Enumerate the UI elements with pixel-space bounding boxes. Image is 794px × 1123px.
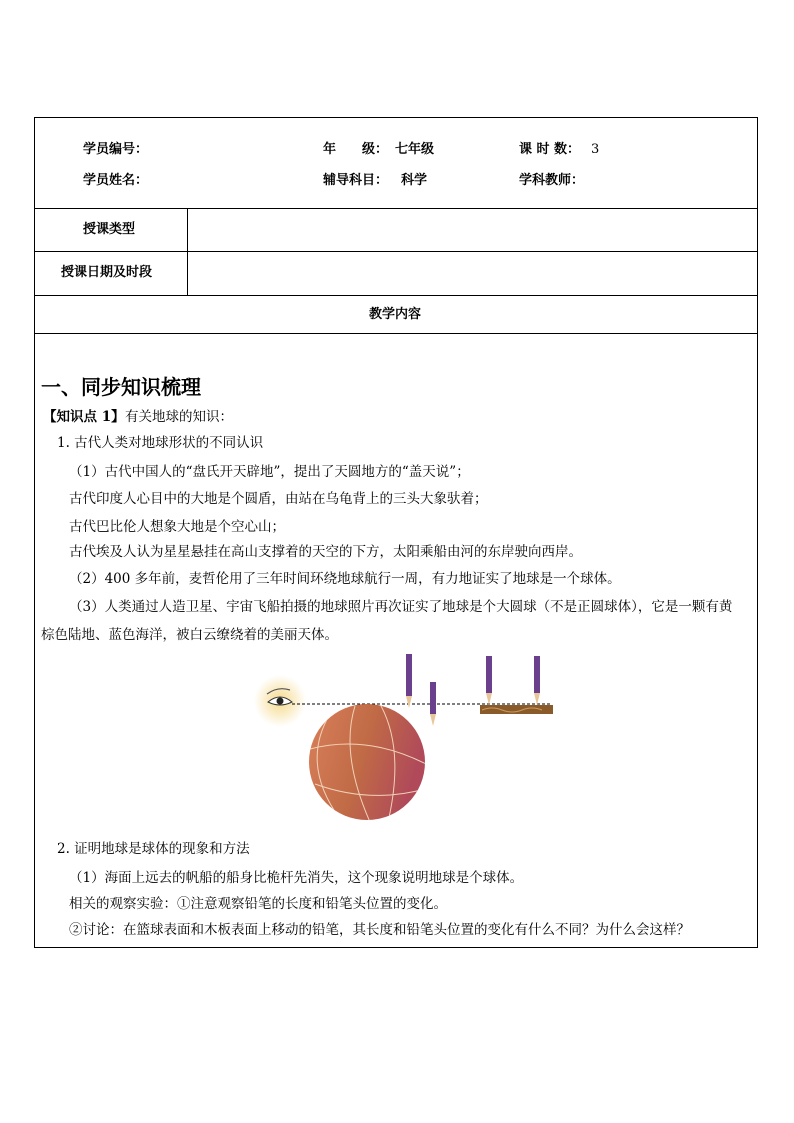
item1-paragraph: 古代埃及人认为星星悬挂在高山支撑着的天空的下方，太阳乘船由河的东岸驶向西岸。: [69, 544, 582, 560]
item2-paragraph: （1）海面上远去的帆船的船身比桅杆先消失，这个现象说明地球是个球体。: [69, 870, 524, 886]
item1-paragraph: 棕色陆地、蓝色海洋，被白云缭绕着的美丽天体。: [41, 627, 338, 643]
grade-label: 年 级：: [323, 142, 389, 157]
table-column-divider: [187, 208, 188, 295]
item1-paragraph: 古代巴比伦人想象大地是个空心山；: [69, 519, 285, 535]
lesson-plan-table: [34, 117, 758, 948]
table-divider: [35, 251, 757, 252]
item1-paragraph: 古代印度人心目中的大地是个圆盾，由站在乌龟背上的三头大象驮着；: [69, 491, 488, 507]
pencil-on-ball: [430, 682, 436, 726]
basketball-sphere: [309, 704, 426, 822]
item1-paragraph: （3）人类通过人造卫星、宇宙飞船拍摄的地球照片再次证实了地球是个大圆球（不是正圆球体），它是一颗有黄: [69, 599, 733, 615]
section-title: 一、同步知识梳理: [41, 375, 201, 399]
knowledge-point-text: 有关地球的知识：: [125, 409, 233, 425]
grade-value: 七年级: [395, 142, 435, 157]
subject-value: 科学: [401, 173, 428, 188]
pencil-on-board: [534, 656, 540, 705]
item1-title: 1. 古代人类对地球形状的不同认识: [57, 435, 264, 451]
item2-paragraph: 相关的观察实验：①注意观察铅笔的长度和铅笔头位置的变化。: [69, 896, 447, 912]
knowledge-point-tag: 【知识点 1】: [43, 409, 125, 425]
pencil-ball-board-figure: [230, 654, 575, 832]
table-divider: [35, 295, 757, 296]
wooden-board: [480, 705, 553, 714]
student-name-label: 学员姓名：: [83, 173, 149, 188]
item1-paragraph: （2）400 多年前，麦哲伦用了三年时间环绕地球航行一周，有力地证实了地球是一个球体。: [69, 571, 621, 587]
item1-paragraph: （1）古代中国人的“盘氏开天辟地”，提出了天圆地方的“盖天说”；: [69, 464, 470, 480]
lesson-date-label: 授课日期及时段: [61, 265, 153, 280]
pencil-on-ball: [406, 654, 412, 708]
item2-paragraph: ②讨论：在篮球表面和木板表面上移动的铅笔，其长度和铅笔头位置的变化有什么不同？为什么会这样？: [69, 922, 690, 938]
table-divider: [35, 208, 757, 209]
lessons-label: 课 时 数：: [519, 142, 581, 157]
teaching-content-label: 教学内容: [369, 307, 422, 322]
lesson-type-label: 授课类型: [83, 222, 136, 237]
subject-label: 辅导科目：: [323, 173, 389, 188]
student-id-label: 学员编号：: [83, 142, 149, 157]
table-divider: [35, 333, 757, 334]
item2-title: 2. 证明地球是球体的现象和方法: [57, 841, 250, 857]
lessons-value: 3: [591, 142, 600, 157]
eye-icon: [254, 675, 306, 727]
pencil-on-board: [486, 656, 492, 705]
teacher-label: 学科教师：: [519, 173, 585, 188]
